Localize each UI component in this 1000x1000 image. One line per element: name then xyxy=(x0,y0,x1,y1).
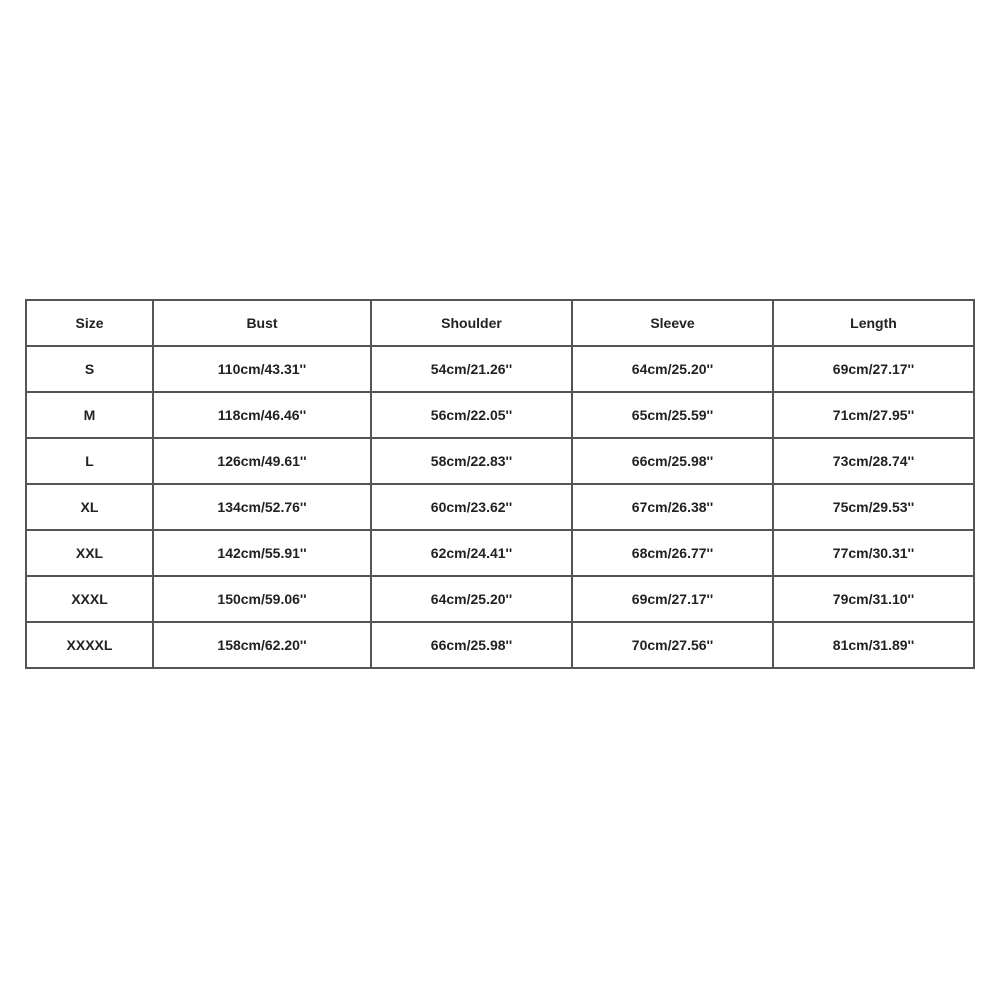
header-shoulder: Shoulder xyxy=(371,300,572,346)
cell-sleeve: 65cm/25.59'' xyxy=(572,392,773,438)
table-row xyxy=(26,576,974,622)
cell-length: 79cm/31.10'' xyxy=(773,576,974,622)
cell-shoulder: 62cm/24.41'' xyxy=(371,530,572,576)
cell-sleeve: 64cm/25.20'' xyxy=(572,346,773,392)
size-chart-table xyxy=(25,299,975,669)
cell-sleeve: 66cm/25.98'' xyxy=(572,438,773,484)
cell-length: 81cm/31.89'' xyxy=(773,622,974,668)
cell-length: 73cm/28.74'' xyxy=(773,438,974,484)
table-row xyxy=(26,392,974,438)
cell-bust: 150cm/59.06'' xyxy=(153,576,371,622)
cell-shoulder: 58cm/22.83'' xyxy=(371,438,572,484)
cell-shoulder: 60cm/23.62'' xyxy=(371,484,572,530)
cell-size: S xyxy=(26,346,153,392)
cell-size: XL xyxy=(26,484,153,530)
table-row xyxy=(26,438,974,484)
header-size: Size xyxy=(26,300,153,346)
cell-shoulder: 66cm/25.98'' xyxy=(371,622,572,668)
cell-size: XXL xyxy=(26,530,153,576)
cell-length: 75cm/29.53'' xyxy=(773,484,974,530)
cell-bust: 126cm/49.61'' xyxy=(153,438,371,484)
cell-bust: 158cm/62.20'' xyxy=(153,622,371,668)
header-row xyxy=(26,300,974,346)
table-row xyxy=(26,484,974,530)
header-sleeve: Sleeve xyxy=(572,300,773,346)
cell-size: M xyxy=(26,392,153,438)
cell-shoulder: 64cm/25.20'' xyxy=(371,576,572,622)
cell-sleeve: 68cm/26.77'' xyxy=(572,530,773,576)
header-length: Length xyxy=(773,300,974,346)
cell-sleeve: 67cm/26.38'' xyxy=(572,484,773,530)
cell-bust: 118cm/46.46'' xyxy=(153,392,371,438)
cell-length: 71cm/27.95'' xyxy=(773,392,974,438)
cell-bust: 142cm/55.91'' xyxy=(153,530,371,576)
cell-length: 69cm/27.17'' xyxy=(773,346,974,392)
cell-shoulder: 56cm/22.05'' xyxy=(371,392,572,438)
cell-length: 77cm/30.31'' xyxy=(773,530,974,576)
cell-sleeve: 69cm/27.17'' xyxy=(572,576,773,622)
table-row xyxy=(26,622,974,668)
table-row xyxy=(26,346,974,392)
cell-bust: 110cm/43.31'' xyxy=(153,346,371,392)
cell-sleeve: 70cm/27.56'' xyxy=(572,622,773,668)
cell-bust: 134cm/52.76'' xyxy=(153,484,371,530)
cell-size: XXXXL xyxy=(26,622,153,668)
size-chart-header xyxy=(26,300,974,346)
table-row xyxy=(26,530,974,576)
size-chart-body xyxy=(26,346,974,668)
cell-size: L xyxy=(26,438,153,484)
header-bust: Bust xyxy=(153,300,371,346)
cell-shoulder: 54cm/21.26'' xyxy=(371,346,572,392)
cell-size: XXXL xyxy=(26,576,153,622)
